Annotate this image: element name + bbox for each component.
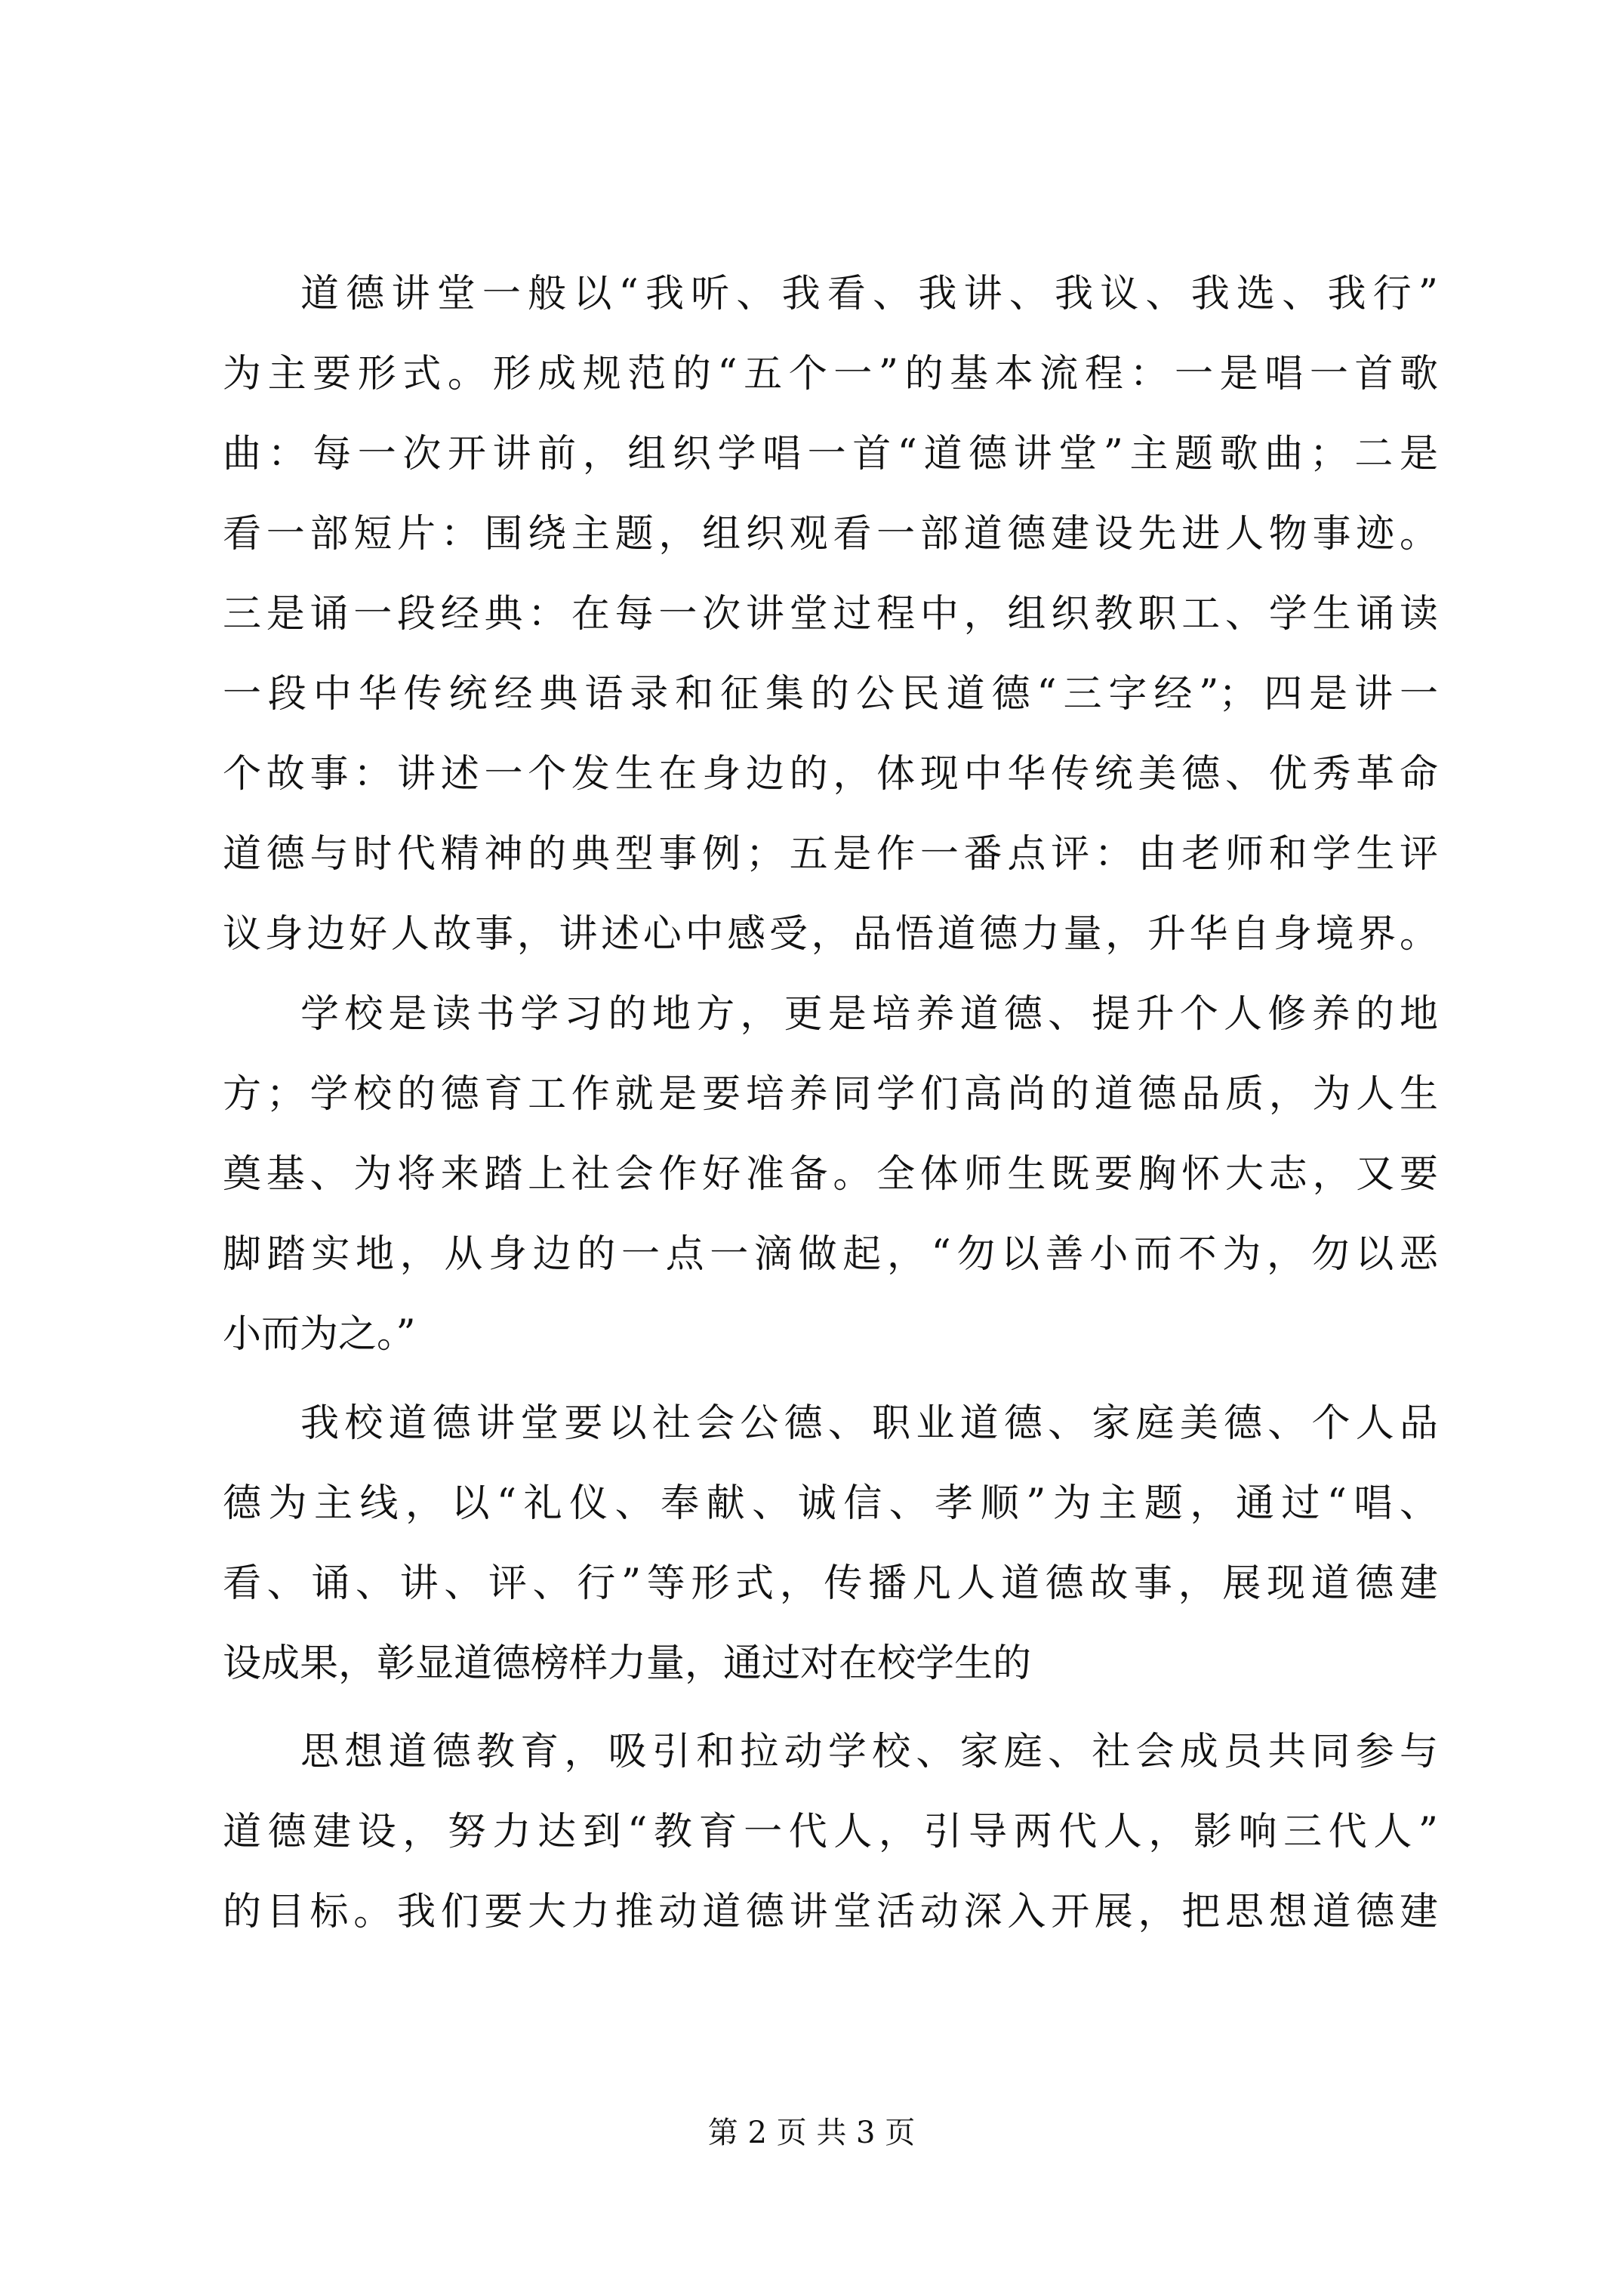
- paragraph-line: 道德与时代精神的典型事例；五是作一番点评：由老师和学生评: [223, 832, 1438, 877]
- page-number-footer: 第 2 页 共 3 页: [707, 2116, 916, 2150]
- paragraph-line: 三是诵一段经典：在每一次讲堂过程中，组织教职工、学生诵读: [223, 592, 1438, 636]
- paragraph-line: 设成果，彰显道德榜样力量，通过对在校学生的: [223, 1641, 1032, 1686]
- paragraph-line: 曲：每一次开讲前，组织学唱一首“道德讲堂”主题歌曲；二是: [223, 432, 1438, 476]
- paragraph-line: 议身边好人故事，讲述心中感受，品悟道德力量，升华自身境界。: [223, 912, 1438, 957]
- paragraph-line: 脚踏实地，从身边的一点一滴做起，“勿以善小而不为，勿以恶: [223, 1232, 1438, 1277]
- paragraph-line: 的目标。我们要大力推动道德讲堂活动深入开展，把思想道德建: [223, 1890, 1438, 1934]
- paragraph-line: 小而为之。”: [223, 1312, 416, 1357]
- paragraph-line: 我校道德讲堂要以社会公德、职业道德、家庭美德、个人品: [300, 1401, 1438, 1446]
- paragraph-line: 为主要形式。形成规范的“五个一”的基本流程：一是唱一首歌: [223, 352, 1438, 396]
- paragraph-line: 思想道德教育，吸引和拉动学校、家庭、社会成员共同参与: [300, 1730, 1438, 1774]
- paragraph-line: 一段中华传统经典语录和征集的公民道德“三字经”；四是讲一: [223, 672, 1438, 717]
- paragraph-line: 道德讲堂一般以“我听、我看、我讲、我议、我选、我行”: [300, 272, 1438, 316]
- paragraph-line: 方；学校的德育工作就是要培养同学们高尚的道德品质，为人生: [223, 1072, 1438, 1117]
- paragraph-line: 看、诵、讲、评、行”等形式，传播凡人道德故事，展现道德建: [223, 1561, 1438, 1606]
- paragraph-line: 学校是读书学习的地方，更是培养道德、提升个人修养的地: [300, 992, 1438, 1037]
- paragraph-line: 奠基、为将来踏上社会作好准备。全体师生既要胸怀大志，又要: [223, 1152, 1438, 1197]
- paragraph-line: 个故事：讲述一个发生在身边的，体现中华传统美德、优秀革命: [223, 752, 1438, 797]
- paragraph-line: 德为主线，以“礼仪、奉献、诚信、孝顺”为主题，通过“唱、: [223, 1481, 1438, 1526]
- paragraph-line: 道德建设，努力达到“教育一代人，引导两代人，影响三代人”: [223, 1810, 1438, 1854]
- paragraph-line: 看一部短片：围绕主题，组织观看一部道德建设先进人物事迹。: [223, 512, 1438, 556]
